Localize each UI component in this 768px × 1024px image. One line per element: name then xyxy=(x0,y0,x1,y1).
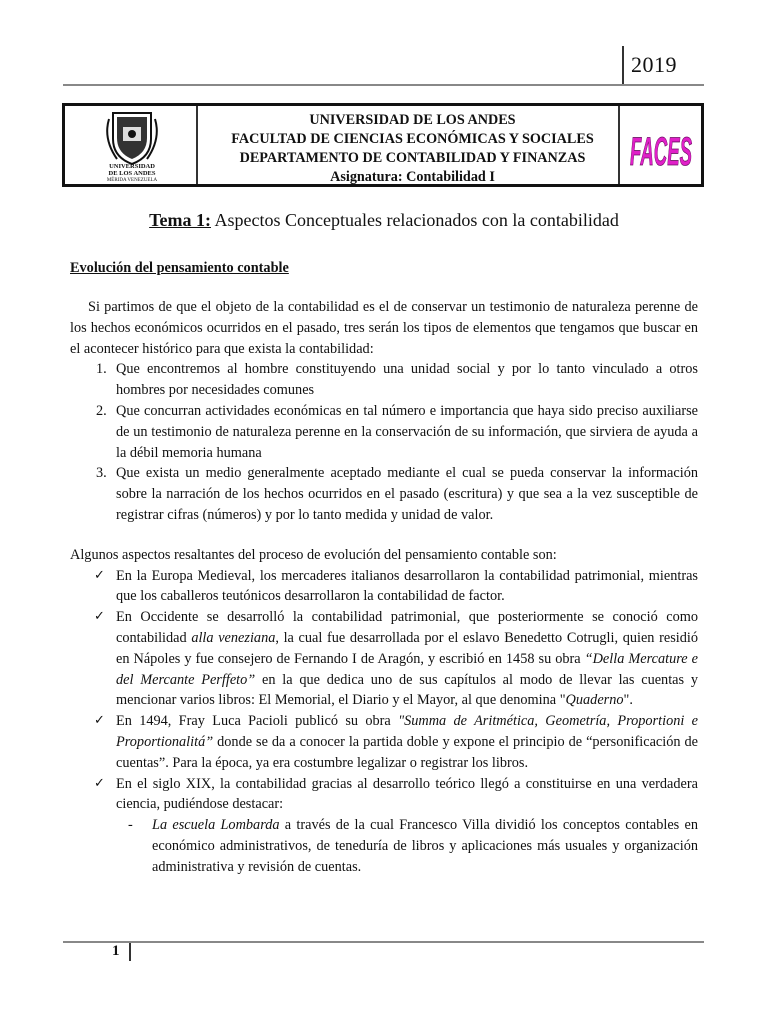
topic-label: Tema 1: xyxy=(149,210,211,230)
page-number-divider xyxy=(129,943,131,961)
list-item: 2. Que concurran actividades económicas en tal número e importancia que haya sido preciso auxiliarse de un testimonio de naturaleza perenne en la conservación de su información, que sirviera de ayuda a la débil memoria humana xyxy=(96,402,698,461)
topic-title xyxy=(0,210,768,231)
header-text-block xyxy=(204,111,621,187)
list-item: ✓ En la Europa Medieval, los mercaderes italianos desarrollaron la contabilidad patrimonial, mientras que los caballeros teutónicos desarrollaron la contabilidad de factor. xyxy=(94,567,698,605)
institution-header xyxy=(62,103,704,187)
list-item: 1. Que encontremos al hombre constituyendo una unidad social y por lo tanto vinculado a otros hombres por necesidades comunes xyxy=(96,361,698,399)
topic-text: Aspectos Conceptuales relacionados con la contabilidad xyxy=(210,210,619,230)
seal-line-3: MÉRIDA VENEZUELA xyxy=(106,178,158,183)
list-item: ✓ En Occidente se desarrolló la contabilidad patrimonial, que posteriormente se conoció como contabilidad alla veneziana, la cual fue desarrollada por el eslavo Benedetto Cotrugli, quien residió en Nápoles y fue consejero de Fernando I de Aragón, y escribió en 1458 su obra “Della Mercature e del Mercante Perffeto” en la que dedica uno de sus capítulos al modo de llevar las cuentas y mencionar varios libros: El Memorial, el Diario y el Mayor, al que denomina "Quaderno". xyxy=(94,609,699,709)
seal-line-2: DE LOS ANDES xyxy=(108,170,156,177)
sub-list-item: - La escuela Lombarda a través de la cual Francesco Villa dividió los conceptos contables en económico administrativos, de teneduría de libros y aplicaciones más usuales y organización administrativa y revisión de cuentas. xyxy=(128,817,698,875)
seal-line-1: UNIVERSIDAD xyxy=(109,163,155,170)
university-seal-logo xyxy=(73,109,191,182)
checkmark-icon: ✓ xyxy=(94,567,105,583)
faces-logo xyxy=(628,123,694,174)
year-label: 2019 xyxy=(631,52,677,77)
checkmark-icon: ✓ xyxy=(94,609,105,625)
list-item: ✓ En 1494, Fray Luca Pacioli publicó su obra "Summa de Aritmética, Geometría, Proportioni e Proportionalitá” donde se da a conocer la partida doble y expone el principio de “personificación de cuentas”. Para la época, ya era costumbre legalizar o registrar los libros. xyxy=(94,713,698,771)
faculty-name: FACULTAD DE CIENCIAS ECONÓMICAS Y SOCIALES xyxy=(231,131,594,147)
section-heading: Evolución del pensamiento contable xyxy=(70,260,289,276)
list-item: ✓ En el siglo XIX, la contabilidad gracias al desarrollo teórico llegó a constituirse en una verdadera ciencia, pudiéndose destacar: xyxy=(94,775,698,813)
aspects-intro: Algunos aspectos resaltantes del proceso de evolución del pensamiento contable son: xyxy=(70,546,557,563)
footer-rule xyxy=(63,941,704,943)
dash-bullet: - xyxy=(128,817,133,834)
page-number: 1 xyxy=(112,943,120,959)
top-rule xyxy=(63,84,704,86)
faces-logo-text: FACES xyxy=(630,130,693,174)
elements-list xyxy=(70,359,698,525)
university-name: UNIVERSIDAD DE LOS ANDES xyxy=(309,112,516,128)
year-divider xyxy=(622,46,624,86)
department-name: DEPARTAMENTO DE CONTABILIDAD Y FINANZAS xyxy=(239,150,586,166)
checkmark-icon: ✓ xyxy=(94,775,105,791)
aspects-list xyxy=(70,566,698,878)
course-name: Asignatura: Contabilidad I xyxy=(330,169,495,185)
list-item: 3. Que exista un medio generalmente aceptado mediante el cual se pueda conservar la información sobre la narración de los hechos ocurridos en el pasado (escritura) y que sea a la vez susceptible de registrar cifras (números) y por lo tanto medida y unidad de valor. xyxy=(96,465,698,523)
checkmark-icon: ✓ xyxy=(94,713,105,729)
document-body xyxy=(70,297,698,878)
intro-paragraph: Si partimos de que el objeto de la contabilidad es el de conservar un testimonio de naturaleza perenne de los hechos económicos ocurridos en el pasado, tres serán los tipos de elementos que tengamos que buscar en el acontecer histórico para que exista la contabilidad: xyxy=(70,299,698,357)
header-divider-left xyxy=(196,106,198,184)
